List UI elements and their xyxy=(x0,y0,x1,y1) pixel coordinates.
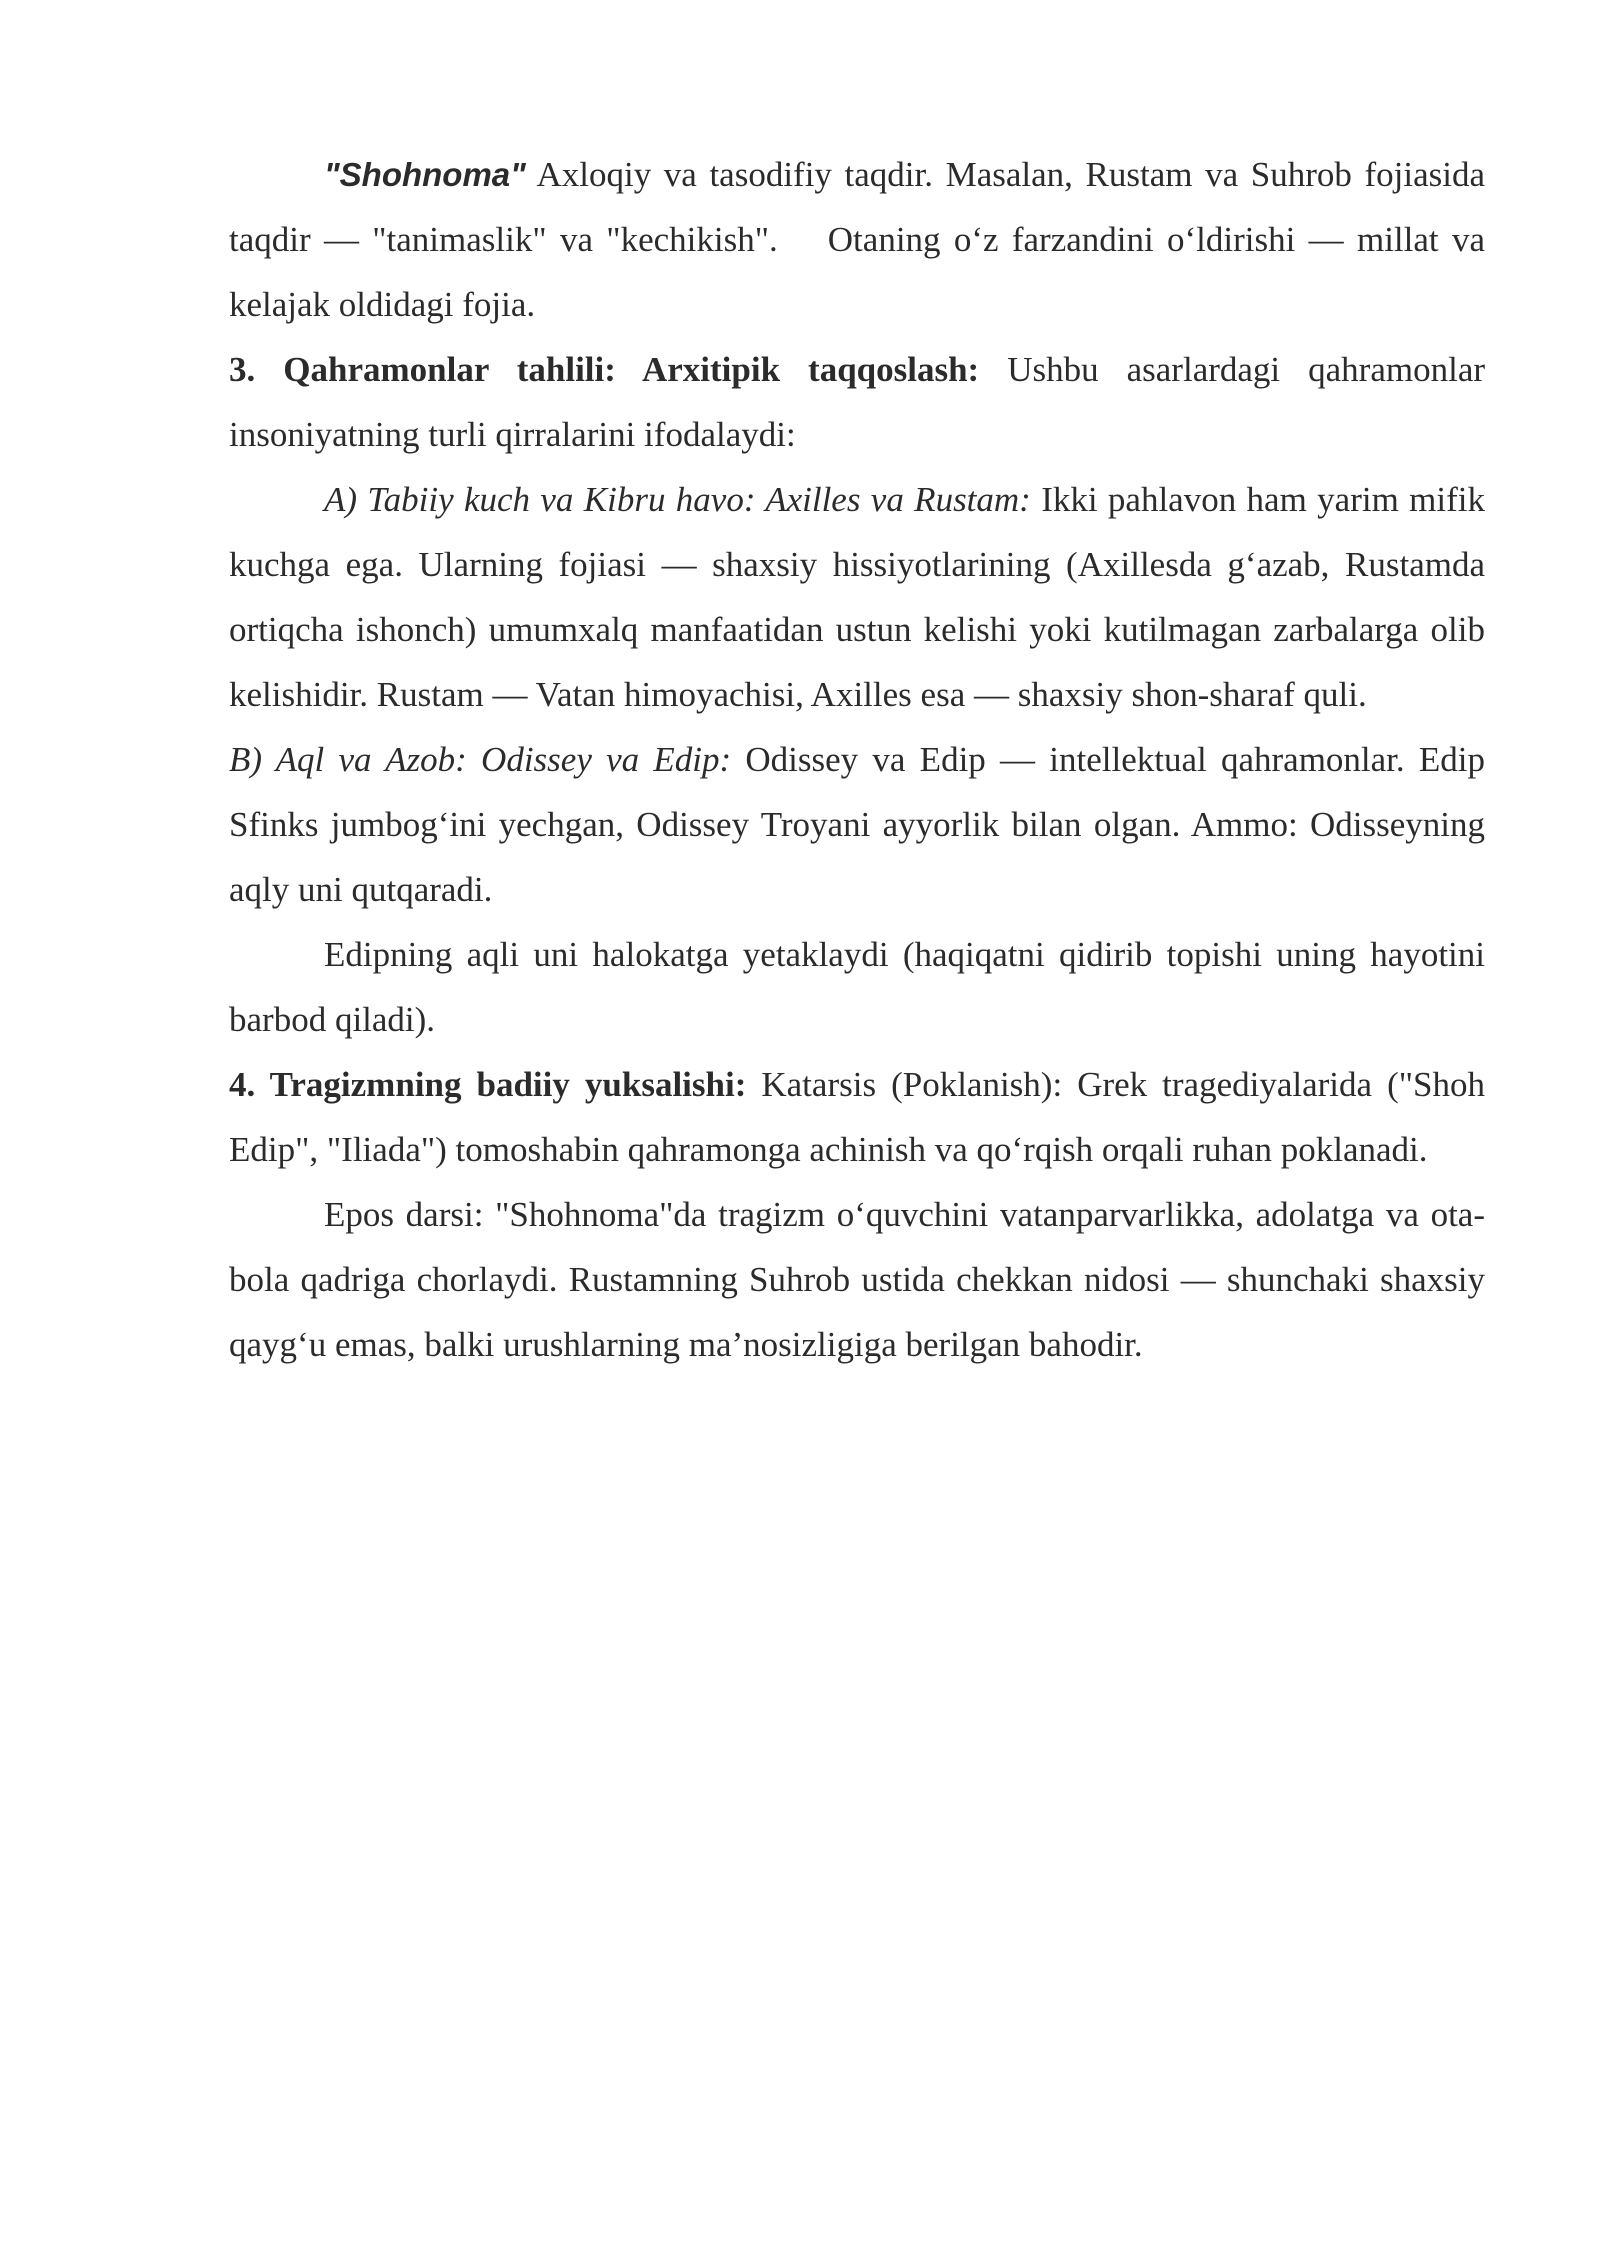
paragraph-text: Ikki pahlavon ham yarim mifik kuchga ega. Ularning fojiasi — shaxsiy hissiyotlarining (Axillesda g‘azab, Rustamda ortiqcha ishonch) umumxalq manfaatidan ustun kelishi yoki kutilmagan zarbalarga olib kelishidir. Rustam — Vatan himoyachisi, Axilles esa — shaxsiy shon-sharaf quli. xyxy=(229,480,1485,714)
paragraph-text: Edipning aqli uni halokatga yetaklaydi (haqiqatni qidirib topishi uning hayotini barbod qiladi). xyxy=(229,935,1485,1039)
paragraph-shohnoma xyxy=(229,142,1485,337)
section-heading: 4. Tragizmning badiiy yuksalishi: xyxy=(229,1065,747,1104)
shohnoma-title: "Shohnoma" xyxy=(324,156,526,193)
paragraph-text: Axloqiy va tasodifiy taqdir. Masalan, Rustam va Suhrob fojiasida taqdir — "tanimaslik" va "kechikish". xyxy=(229,155,1485,259)
paragraph-section-3 xyxy=(229,337,1485,467)
paragraph-axilles-rustam xyxy=(229,467,1485,727)
paragraph-edip xyxy=(229,922,1485,1052)
paragraph-section-4 xyxy=(229,1052,1485,1182)
paragraph-text: Otaning o‘z farzandini o‘ldirishi — millat va kelajak oldidagi fojia. xyxy=(229,220,1485,324)
paragraph-text: Odissey va Edip — intellektual qahramonlar. Edip Sfinks jumbog‘ini yechgan, Odissey Troyani ayyorlik bilan olgan. Ammo: Odisseyning aqly uni qutqaradi. xyxy=(229,740,1485,909)
paragraph-text: Epos darsi: "Shohnoma"da tragizm o‘quvchini vatanparvarlikka, adolatga va ota-bola qadriga chorlaydi. Rustamning Suhrob ustida chekkan nidosi — shunchaki shaxsiy qayg‘u emas, balki urushlarning ma’nosizligiga berilgan bahodir. xyxy=(229,1195,1485,1364)
section-heading: 3. Qahramonlar tahlili: Arxitipik taqqoslash: xyxy=(229,350,980,389)
subsection-lead: A) Tabiiy kuch va Kibru havo: Axilles va Rustam: xyxy=(324,480,1031,519)
document-page xyxy=(229,142,1485,1377)
subsection-lead: B) Aql va Azob: Odissey va Edip: xyxy=(229,740,732,779)
paragraph-odissey-edip xyxy=(229,727,1485,922)
paragraph-text: Katarsis (Poklanish): Grek tragediyalarida ("Shoh Edip", "Iliada") tomoshabin qahramonga achinish va qo‘rqish orqali ruhan poklanadi. xyxy=(229,1065,1485,1169)
paragraph-text: Ushbu asarlardagi qahramonlar insoniyatning turli qirralarini ifodalaydi: xyxy=(229,350,1486,454)
paragraph-epos-darsi xyxy=(229,1182,1485,1377)
